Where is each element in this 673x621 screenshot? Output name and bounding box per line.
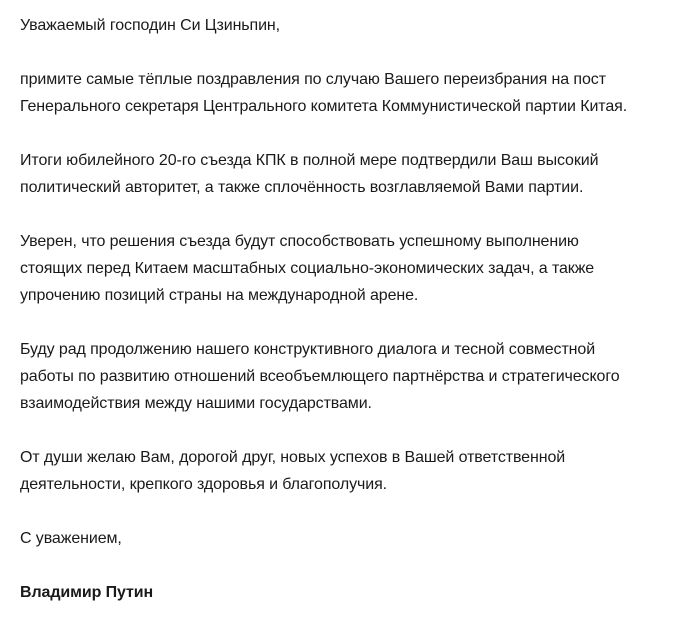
closing-line: С уважением, <box>20 530 122 547</box>
letter-signature <box>20 579 663 606</box>
paragraph-line: упрочению позиций страны на международной арене. <box>20 287 419 304</box>
paragraph-line: примите самые тёплые поздравления по случаю Вашего переизбрания на пост <box>20 71 606 88</box>
paragraph-line: взаимодействия между нашими государствами. <box>20 395 372 412</box>
paragraph-cooperation <box>20 336 663 417</box>
signature-name: Владимир Путин <box>20 584 154 601</box>
greeting-line: Уважаемый господин Си Цзиньпин, <box>20 17 281 34</box>
paragraph-line: работы по развитию отношений всеобъемлющего партнёрства и стратегического <box>20 368 620 385</box>
paragraph-line: Буду рад продолжению нашего конструктивного диалога и тесной совместной <box>20 341 596 358</box>
paragraph-congress-decisions <box>20 228 663 309</box>
letter-greeting <box>20 12 663 39</box>
paragraph-line: Уверен, что решения съезда будут способствовать успешному выполнению <box>20 233 579 250</box>
paragraph-line: От души желаю Вам, дорогой друг, новых успехов в Вашей ответственной <box>20 449 566 466</box>
letter-closing <box>20 525 663 552</box>
paragraph-line: политический авторитет, а также сплочённость возглавляемой Вами партии. <box>20 179 584 196</box>
paragraph-congratulations <box>20 66 663 120</box>
paragraph-line: стоящих перед Китаем масштабных социально-экономических задач, а также <box>20 260 595 277</box>
paragraph-line: деятельности, крепкого здоровья и благополучия. <box>20 476 387 493</box>
paragraph-line: Генерального секретаря Центрального комитета Коммунистической партии Китая. <box>20 98 628 115</box>
paragraph-wishes <box>20 444 663 498</box>
paragraph-congress-results <box>20 147 663 201</box>
paragraph-line: Итоги юбилейного 20-го съезда КПК в полной мере подтвердили Ваш высокий <box>20 152 599 169</box>
